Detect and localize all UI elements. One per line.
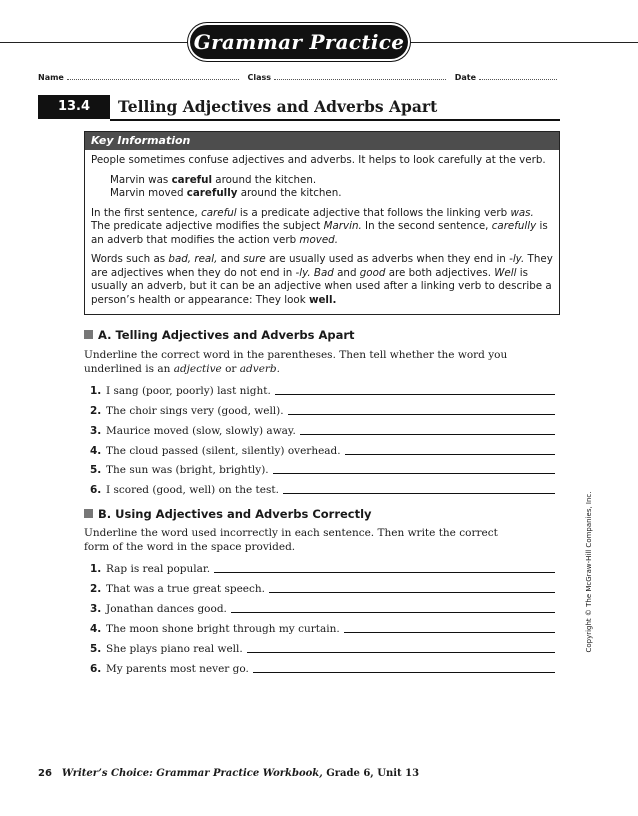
exercise-a-item: 1. I sang (poor, poorly) last night. <box>90 381 555 397</box>
exercise-a-item: 4. The cloud passed (silent, silently) overhead. <box>90 441 555 457</box>
exercise-a-item: 6. I scored (good, well) on the test. <box>90 480 555 496</box>
key-information-box <box>84 131 560 315</box>
lesson-title: Telling Adjectives and Adverbs Apart <box>118 97 438 116</box>
grade-unit: Grade 6, Unit 13 <box>322 768 420 779</box>
example-2: Marvin moved carefully around the kitchen. <box>110 187 342 199</box>
section-square-icon <box>84 330 93 339</box>
answer-line[interactable] <box>345 454 555 455</box>
section-b-instructions: Underline the word used incorrectly in each sentence. Then write the correct form of the word in the space provided. <box>84 527 498 553</box>
title-rule <box>110 119 560 121</box>
answer-line[interactable] <box>231 612 555 613</box>
key-intro: People sometimes confuse adjectives and adverbs. It helps to look carefully at the verb. <box>91 154 546 166</box>
answer-line[interactable] <box>273 473 555 474</box>
key-information-heading: Key Information <box>85 132 559 150</box>
key-paragraph-1: In the first sentence, careful is a predicate adjective that follows the linking verb was. The predicate adjective modifies the subject Marvin. In the second sentence, carefully is an adverb that modifies the action verb moved. <box>91 206 548 246</box>
exercise-b-item: 6. My parents most never go. <box>90 659 555 675</box>
answer-line[interactable] <box>275 394 555 395</box>
date-label: Date <box>454 73 477 82</box>
page-footer <box>38 768 419 779</box>
answer-line[interactable] <box>253 672 555 673</box>
name-class-date-line <box>38 73 560 82</box>
answer-line[interactable] <box>214 572 555 573</box>
answer-line[interactable] <box>300 434 555 435</box>
class-label: Class <box>247 73 272 82</box>
section-square-icon <box>84 509 93 518</box>
name-label: Name <box>38 73 64 82</box>
exercise-b-item: 3. Jonathan dances good. <box>90 599 555 615</box>
answer-line[interactable] <box>269 592 555 593</box>
exercise-a-item: 3. Maurice moved (slow, slowly) away. <box>90 421 555 437</box>
key-paragraph-2: Words such as bad, real, and sure are usually used as adverbs when they end in -ly. They are adjectives when they do not end in -ly. Bad and good are both adjectives. Well is usually an adverb, but it can be an adjective when used after a linking verb to describe a person’s health or appearance: They look well. <box>91 253 553 306</box>
section-a-instructions: Underline the correct word in the parentheses. Then tell whether the word you underlined is an adjective or adverb. <box>84 349 508 375</box>
lesson-number: 13.4 <box>38 95 110 119</box>
answer-line[interactable] <box>247 652 555 653</box>
answer-line[interactable] <box>344 632 555 633</box>
banner-title: Grammar Practice <box>190 25 408 59</box>
class-field[interactable] <box>274 73 446 80</box>
exercise-a-item: 2. The choir sings very (good, well). <box>90 401 555 417</box>
answer-line[interactable] <box>288 414 555 415</box>
exercise-b-item: 2. That was a true great speech. <box>90 579 555 595</box>
exercise-b-item: 5. She plays piano real well. <box>90 639 555 655</box>
page-number: 26 <box>38 768 52 779</box>
answer-line[interactable] <box>283 493 555 494</box>
exercise-a-item: 5. The sun was (bright, brightly). <box>90 460 555 476</box>
date-field[interactable] <box>479 73 557 80</box>
name-field[interactable] <box>67 73 239 80</box>
section-b-heading: B. Using Adjectives and Adverbs Correctly <box>84 507 372 521</box>
example-1: Marvin was careful around the kitchen. <box>110 173 317 186</box>
copyright-notice: Copyright © The McGraw-Hill Companies, Inc. <box>585 491 593 653</box>
section-a-heading: A. Telling Adjectives and Adverbs Apart <box>84 328 355 342</box>
exercise-b-item: 4. The moon shone bright through my curtain. <box>90 619 555 635</box>
exercise-b-item: 1. Rap is real popular. <box>90 559 555 575</box>
book-title: Writer’s Choice: Grammar Practice Workbook, <box>61 768 323 779</box>
key-examples <box>91 174 553 201</box>
